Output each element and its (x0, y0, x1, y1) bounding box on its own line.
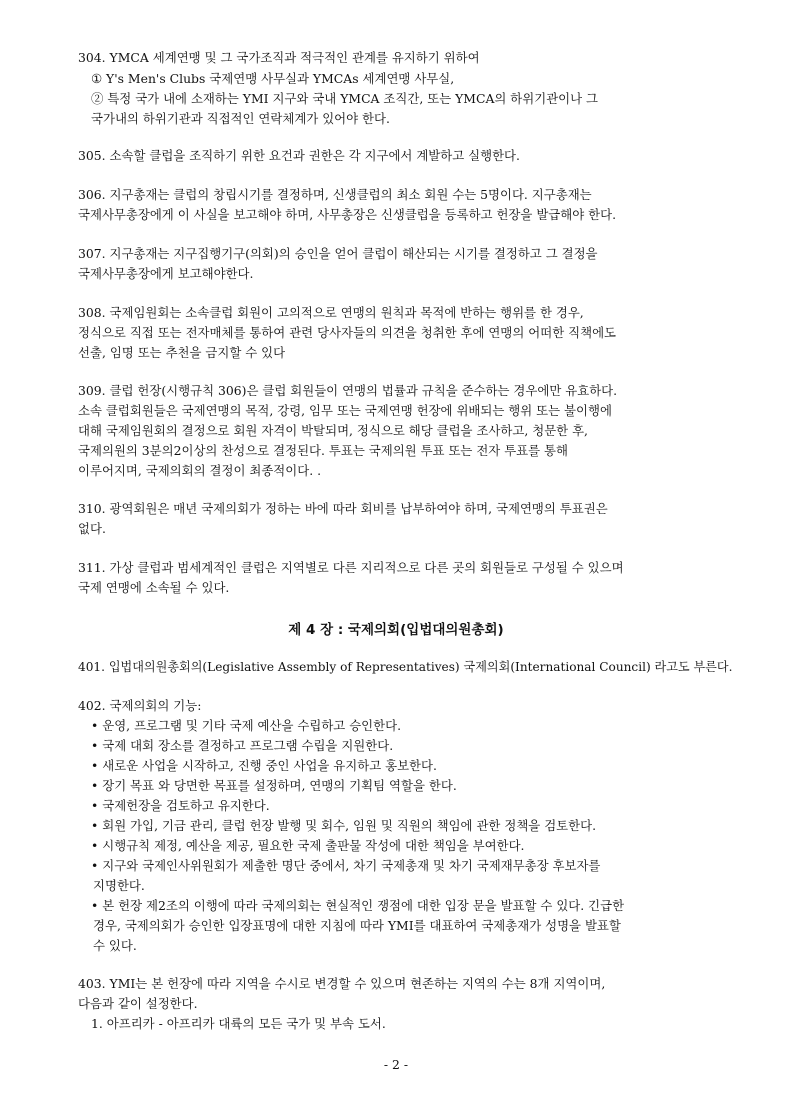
article-401: 401. 입법대의원총회의(Legislative Assembly of Representatives) 국제의회(International Council) 라고도 부른다. (78, 659, 733, 674)
article-402-bullet-4: • 장기 목표 와 당면한 목표를 설정하며, 연맹의 기획팀 역할을 한다. (91, 778, 457, 793)
article-309-line-2: 소속 클럽회원들은 국제연맹의 목적, 강령, 임무 또는 국제연맹 헌장에 위배되는 행위 또는 불이행에 (78, 403, 612, 418)
article-307-line-2: 국제사무총장에게 보고해야한다. (78, 266, 254, 281)
article-305: 305. 소속할 클럽을 조직하기 위한 요건과 권한은 각 지구에서 계발하고 실행한다. (78, 148, 520, 163)
article-309-line-1: 309. 클럽 헌장(시행규칙 306)은 클럽 회원들이 연맹의 법률과 규칙을 준수하는 경우에만 유효하다. (78, 383, 618, 398)
article-308-line-2: 정식으로 직접 또는 전자매체를 통하여 관련 당사자들의 의견을 청취한 후에 연맹의 어떠한 직책에도 (78, 325, 617, 340)
article-311-line-2: 국제 연맹에 소속될 수 있다. (78, 580, 230, 595)
article-402-bullet-7: • 시행규칙 제정, 예산을 제공, 필요한 국제 출판물 작성에 대한 책임을 부여한다. (91, 838, 525, 853)
page-number: - 2 - (383, 1057, 409, 1072)
article-308-line-1: 308. 국제임원회는 소속클럽 회원이 고의적으로 연맹의 원칙과 목적에 반하는 행위를 한 경우, (78, 305, 584, 320)
article-310-line-2: 없다. (78, 521, 106, 536)
article-402-bullet-2: • 국제 대회 장소를 결정하고 프로그램 수립을 지원한다. (91, 738, 394, 753)
article-309-line-5: 이루어지며, 국제의회의 결정이 최종적이다. . (78, 463, 322, 478)
article-306-line-1: 306. 지구총재는 클럽의 창립시기를 결정하며, 신생클럽의 최소 회원 수는 5명이다. 지구총재는 (78, 187, 592, 202)
article-402-bullet-1: • 운영, 프로그램 및 기타 국제 예산을 수립하고 승인한다. (91, 718, 402, 733)
article-402-bullet-8: • 지구와 국제인사위원회가 제출한 명단 중에서, 차기 국제총재 및 차기 국제재무총장 후보자를 (91, 858, 601, 873)
article-310-line-1: 310. 광역회원은 매년 국제의회가 정하는 바에 따라 회비를 납부하여야 하며, 국제연맹의 투표권은 (78, 501, 608, 516)
article-304-item-1: ① Y's Men's Clubs 국제연맹 사무실과 YMCAs 세계연맹 사무실, (91, 71, 455, 86)
article-307-line-1: 307. 지구총재는 지구집행기구(의회)의 승인을 얻어 클럽이 해산되는 시기를 결정하고 그 결정을 (78, 246, 598, 261)
article-304-line-1: 304. YMCA 세계연맹 및 그 국가조직과 적극적인 관계를 유지하기 위하여 (78, 50, 480, 65)
article-402-bullet-5: • 국제헌장을 검토하고 유지한다. (91, 798, 270, 813)
article-402-bullet-8-cont: 지명한다. (93, 878, 145, 893)
article-309-line-4: 국제의원의 3분의2이상의 찬성으로 결정된다. 투표는 국제의원 투표 또는 전자 투표를 통해 (78, 443, 568, 458)
article-402-title: 402. 국제의회의 기능: (78, 698, 202, 713)
article-403-item-1: 1. 아프리카 - 아프리카 대륙의 모든 국가 및 부속 도서. (91, 1016, 386, 1031)
article-304-item-2-cont: 국가내의 하위기관과 직접적인 연락체계가 있어야 한다. (91, 111, 390, 126)
article-402-bullet-9-cont-1: 경우, 국제의회가 승인한 입장표명에 대한 지침에 따라 YMI를 대표하여 국제총재가 성명을 발표할 (93, 918, 621, 933)
article-308-line-3: 선출, 임명 또는 추천을 금지할 수 있다 (78, 345, 286, 360)
article-402-bullet-9-cont-2: 수 있다. (93, 938, 137, 953)
chapter-heading: 제 4 장 : 국제의회(입법대의원총회) (288, 622, 504, 638)
article-304-item-2: ② 특정 국가 내에 소재하는 YMI 지구와 국내 YMCA 조직간, 또는 YMCA의 하위기관이나 그 (91, 91, 599, 106)
article-403-line-1: 403. YMI는 본 헌장에 따라 지역을 수시로 변경할 수 있으며 현존하는 지역의 수는 8개 지역이며, (78, 976, 606, 991)
article-306-line-2: 국제사무총장에게 이 사실을 보고해야 하며, 사무총장은 신생클럽을 등록하고 헌장을 발급해야 한다. (78, 207, 617, 222)
article-311-line-1: 311. 가상 클럽과 범세계적인 클럽은 지역별로 다른 지리적으로 다른 곳의 회원들로 구성될 수 있으며 (78, 560, 624, 575)
article-402-bullet-6: • 회원 가입, 기금 관리, 클럽 헌장 발행 및 회수, 임원 및 직원의 책임에 관한 정책을 검토한다. (91, 818, 597, 833)
article-403-line-2: 다음과 같이 설정한다. (78, 996, 198, 1011)
article-402-bullet-9: • 본 헌장 제2조의 이행에 따라 국제의회는 현실적인 쟁점에 대한 입장 문을 발표할 수 있다. 긴급한 (91, 898, 625, 913)
article-402-bullet-3: • 새로운 사업을 시작하고, 진행 중인 사업을 유지하고 홍보한다. (91, 758, 437, 773)
article-309-line-3: 대해 국제임원회의 결정으로 회원 자격이 박탈되며, 정식으로 해당 클럽을 조사하고, 청문한 후, (78, 423, 588, 438)
